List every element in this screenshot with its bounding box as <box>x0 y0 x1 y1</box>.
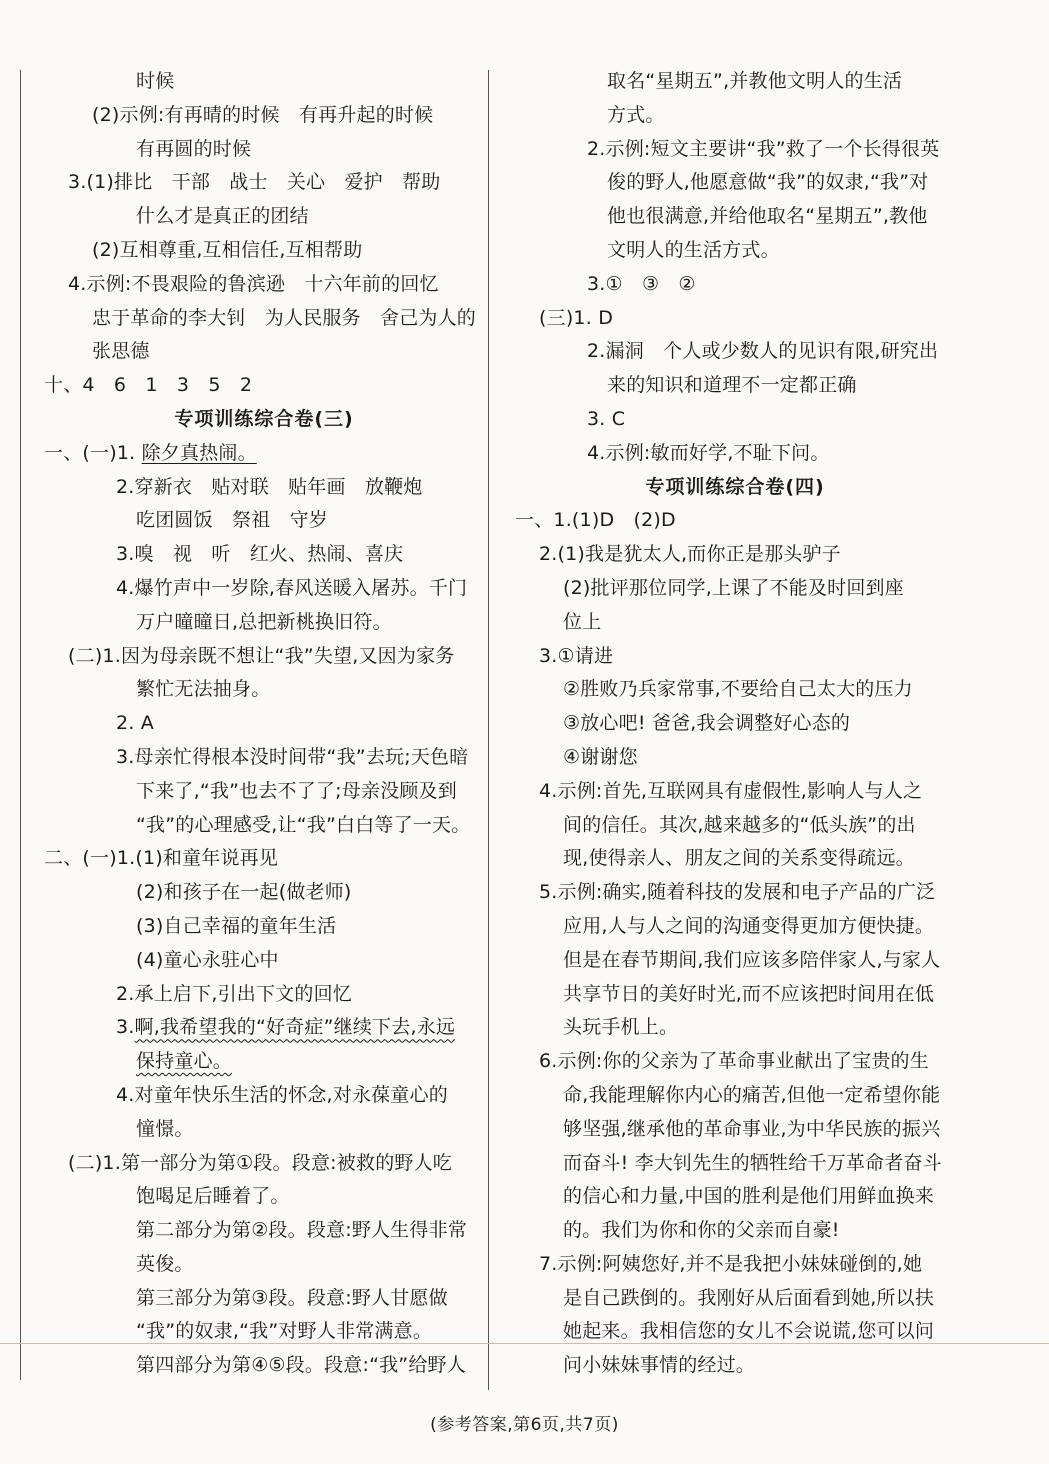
answer-text: 位上 <box>563 610 602 633</box>
answer-line <box>44 741 484 775</box>
answer-line <box>515 302 955 336</box>
answer-text: 4.爆竹声中一岁除,春风送暖入屠苏。千门 <box>116 576 468 599</box>
answer-text: 但是在春节期间,我们应该多陪伴家人,与家人 <box>563 948 941 971</box>
answer-line <box>44 944 484 978</box>
answer-line <box>515 910 955 944</box>
page-footer: (参考答案,第6页,共7页) <box>430 1415 619 1435</box>
answer-line <box>44 1248 484 1282</box>
answer-text: 憧憬。 <box>136 1117 194 1140</box>
answer-line <box>44 640 484 674</box>
answer-text: (4)童心永驻心中 <box>136 948 279 971</box>
answer-text: 6.示例:你的父亲为了革命事业献出了宝贵的生 <box>539 1050 929 1073</box>
answer-number: 3. <box>116 1016 135 1039</box>
answer-text: 4.示例:首先,互联网具有虚假性,影响人与人之 <box>539 779 923 802</box>
answer-text: 的。我们为你和你的父亲而自豪! <box>563 1219 840 1242</box>
answer-number: 一、(一)1. <box>44 441 142 464</box>
answer-line <box>44 707 484 741</box>
section-title <box>44 403 484 437</box>
answer-text: 一、1.(1)D (2)D <box>515 509 676 532</box>
answer-text: 专项训练综合卷(四) <box>645 475 825 498</box>
answer-line <box>44 1079 484 1113</box>
answer-text: 4.示例:不畏艰险的鲁滨逊 十六年前的回忆 <box>68 272 439 295</box>
answer-line <box>44 673 484 707</box>
answer-text: 下来了,“我”也去不了了;母亲没顾及到 <box>136 779 457 802</box>
section-title <box>515 471 955 505</box>
answer-line <box>515 572 955 606</box>
answer-text: ②胜败乃兵家常事,不要给自己太大的压力 <box>563 678 913 701</box>
answer-line <box>44 1045 484 1079</box>
answer-text: 2. A <box>116 712 154 735</box>
answer-text: (三)1. D <box>539 306 614 329</box>
answer-text: 第三部分为第③段。段意:野人甘愿做 <box>136 1286 448 1309</box>
answer-text: 而奋斗! 李大钊先生的牺牲给千万革命者奋斗 <box>563 1151 942 1174</box>
answer-text: “我”的奴隶,“我”对野人非常满意。 <box>136 1320 433 1343</box>
answer-text: 文明人的生活方式。 <box>607 238 780 261</box>
answer-line <box>515 1315 955 1349</box>
answer-line <box>44 538 484 572</box>
answer-line <box>515 1045 955 1079</box>
answer-text: 7.示例:阿姨您好,并不是我把小妹妹碰倒的,她 <box>539 1252 923 1275</box>
answer-line <box>515 640 955 674</box>
answer-text: (2)批评那位同学,上课了不能及时回到座 <box>563 576 904 599</box>
answer-line <box>44 1214 484 1248</box>
answer-line <box>44 1113 484 1147</box>
answer-line <box>515 133 955 167</box>
answer-line <box>515 1147 955 1181</box>
right-column <box>515 65 955 1383</box>
answer-line <box>515 166 955 200</box>
answer-line <box>44 572 484 606</box>
answer-text: 2.(1)我是犹太人,而你正是那头驴子 <box>539 543 841 566</box>
answer-text: 头玩手机上。 <box>563 1016 679 1039</box>
answer-line <box>515 437 955 471</box>
answer-text: 间的信任。其次,越来越多的“低头族”的出 <box>563 813 916 836</box>
answer-text: 2.示例:短文主要讲“我”救了一个长得很英 <box>587 137 940 160</box>
answer-line <box>515 335 955 369</box>
answer-text: (2)和孩子在一起(做老师) <box>136 881 352 904</box>
answer-line <box>44 978 484 1012</box>
answer-text: (2)互相尊重,互相信任,互相帮助 <box>92 238 363 261</box>
answer-text: 有再圆的时候 <box>136 137 252 160</box>
answer-line <box>515 707 955 741</box>
answer-line <box>515 944 955 978</box>
answer-line <box>515 268 955 302</box>
answer-text: 来的知识和道理不一定都正确 <box>607 374 857 397</box>
answer-line <box>44 268 484 302</box>
answer-line <box>44 369 484 403</box>
answer-text: 2.漏洞 个人或少数人的见识有限,研究出 <box>587 340 939 363</box>
answer-text: 保持童心。 <box>136 1050 233 1073</box>
answer-line <box>515 200 955 234</box>
answer-line <box>515 842 955 876</box>
answer-line <box>44 775 484 809</box>
answer-text: 啊,我希望我的“好奇症”继续下去,永远 <box>134 1016 456 1039</box>
answer-line <box>515 1180 955 1214</box>
answer-text: 3.①请进 <box>539 644 614 667</box>
answer-text: (3)自己幸福的童年生活 <box>136 914 337 937</box>
answer-line <box>515 1214 955 1248</box>
answer-line <box>44 200 484 234</box>
answer-line <box>515 809 955 843</box>
answer-text: 的信心和力量,中国的胜利是他们用鲜血换来 <box>563 1185 935 1208</box>
answer-text: 饱喝足后睡着了。 <box>136 1185 290 1208</box>
answer-text: 3. C <box>587 407 626 430</box>
answer-text: 他也很满意,并给他取名“星期五”,教他 <box>607 205 928 228</box>
column-divider <box>488 70 489 1390</box>
answer-text: 方式。 <box>607 103 665 126</box>
answer-line <box>44 234 484 268</box>
answer-line <box>44 876 484 910</box>
answer-text: 除夕真热闹。 <box>141 441 257 464</box>
answer-text: 取名“星期五”,并教他文明人的生活 <box>607 70 903 92</box>
answer-text: 时候 <box>136 70 175 92</box>
answer-text: 忠于革命的李大钊 为人民服务 舍己为人的 <box>92 306 477 329</box>
answer-text: ③放心吧! 爸爸,我会调整好心态的 <box>563 712 851 735</box>
answer-line <box>515 606 955 640</box>
answer-text: (2)示例:有再晴的时候 有再升起的时候 <box>92 103 434 126</box>
answer-line <box>515 1248 955 1282</box>
left-margin-rule <box>20 70 21 1380</box>
answer-text: 张思德 <box>92 340 150 363</box>
answer-text: 3.(1)排比 干部 战士 关心 爱护 帮助 <box>68 171 441 194</box>
answer-line <box>515 673 955 707</box>
answer-line <box>44 809 484 843</box>
answer-text: 5.示例:确实,随着科技的发展和电子产品的广泛 <box>539 881 936 904</box>
answer-line <box>515 99 955 133</box>
answer-text: (二)1.第一部分为第①段。段意:被救的野人吃 <box>68 1151 452 1174</box>
answer-line <box>44 842 484 876</box>
answer-line <box>44 1011 484 1045</box>
answer-line <box>44 99 484 133</box>
answer-line <box>515 369 955 403</box>
answer-line <box>515 504 955 538</box>
answer-text: 4.示例:敏而好学,不耻下问。 <box>587 441 830 464</box>
answer-line <box>515 234 955 268</box>
answer-line <box>515 741 955 775</box>
answer-line <box>515 403 955 437</box>
answer-text: 2.穿新衣 贴对联 贴年画 放鞭炮 <box>116 475 423 498</box>
answer-text: 什么才是真正的团结 <box>136 205 309 228</box>
answer-text: “我”的心理感受,让“我”白白等了一天。 <box>136 813 471 836</box>
answer-line <box>515 978 955 1012</box>
answer-text: 二、(一)1.(1)和童年说再见 <box>44 847 279 870</box>
answer-line <box>515 1011 955 1045</box>
answer-text: 万户曈曈日,总把新桃换旧符。 <box>136 610 392 633</box>
answer-text: 共享节日的美好时光,而不应该把时间用在低 <box>563 982 935 1005</box>
answer-line <box>515 775 955 809</box>
answer-line <box>44 1147 484 1181</box>
answer-line <box>44 504 484 538</box>
answer-line <box>44 1180 484 1214</box>
answer-line <box>44 1282 484 1316</box>
answer-line <box>44 65 484 99</box>
answer-text: 命,我能理解你内心的痛苦,但他一定希望你能 <box>563 1083 941 1106</box>
left-column <box>44 65 484 1383</box>
answer-text: 十、4 6 1 3 5 2 <box>44 374 253 397</box>
answer-line <box>515 1113 955 1147</box>
answer-text: 3.① ③ ② <box>587 272 696 295</box>
answer-line <box>515 1079 955 1113</box>
answer-line <box>44 437 484 471</box>
answer-text: 第二部分为第②段。段意:野人生得非常 <box>136 1219 468 1242</box>
answer-line <box>44 471 484 505</box>
answer-text: (二)1.因为母亲既不想让“我”失望,又因为家务 <box>68 644 455 667</box>
answer-text: 够坚强,继承他的革命事业,为中华民族的振兴 <box>563 1117 941 1140</box>
answer-line <box>515 1282 955 1316</box>
answer-line <box>44 910 484 944</box>
answer-text: 英俊。 <box>136 1252 194 1275</box>
answer-text: 第四部分为第④⑤段。段意:“我”给野人 <box>136 1354 466 1377</box>
answer-line <box>44 606 484 640</box>
answer-text: 3.母亲忙得根本没时间带“我”去玩;天色暗 <box>116 745 469 768</box>
answer-text: 俊的野人,他愿意做“我”的奴隶,“我”对 <box>607 171 929 194</box>
answer-text: 3.嗅 视 听 红火、热闹、喜庆 <box>116 543 404 566</box>
answer-line <box>44 335 484 369</box>
answer-text: 现,使得亲人、朋友之间的关系变得疏远。 <box>563 847 915 870</box>
answer-text: 2.承上启下,引出下文的回忆 <box>116 982 352 1005</box>
answer-text: 专项训练综合卷(三) <box>174 407 354 430</box>
answer-line <box>515 876 955 910</box>
answer-text: 繁忙无法抽身。 <box>136 678 271 701</box>
answer-line <box>44 1349 484 1383</box>
answer-text: 应用,人与人之间的沟通变得更加方便快捷。 <box>563 914 935 937</box>
answer-text: 是自己跌倒的。我刚好从后面看到她,所以扶 <box>563 1286 935 1309</box>
answer-line <box>515 65 955 99</box>
answer-text: 问小妹妹事情的经过。 <box>563 1354 756 1377</box>
answer-line <box>515 1349 955 1383</box>
answer-line <box>44 166 484 200</box>
answer-text: 4.对童年快乐生活的怀念,对永葆童心的 <box>116 1083 448 1106</box>
answer-line <box>44 133 484 167</box>
answer-line <box>515 538 955 572</box>
answer-line <box>44 302 484 336</box>
answer-text: 吃团圆饭 祭祖 守岁 <box>136 509 329 532</box>
answer-text: 她起来。我相信您的女儿不会说谎,您可以问 <box>563 1320 935 1343</box>
answer-text: ④谢谢您 <box>563 745 638 768</box>
answer-line <box>44 1315 484 1349</box>
